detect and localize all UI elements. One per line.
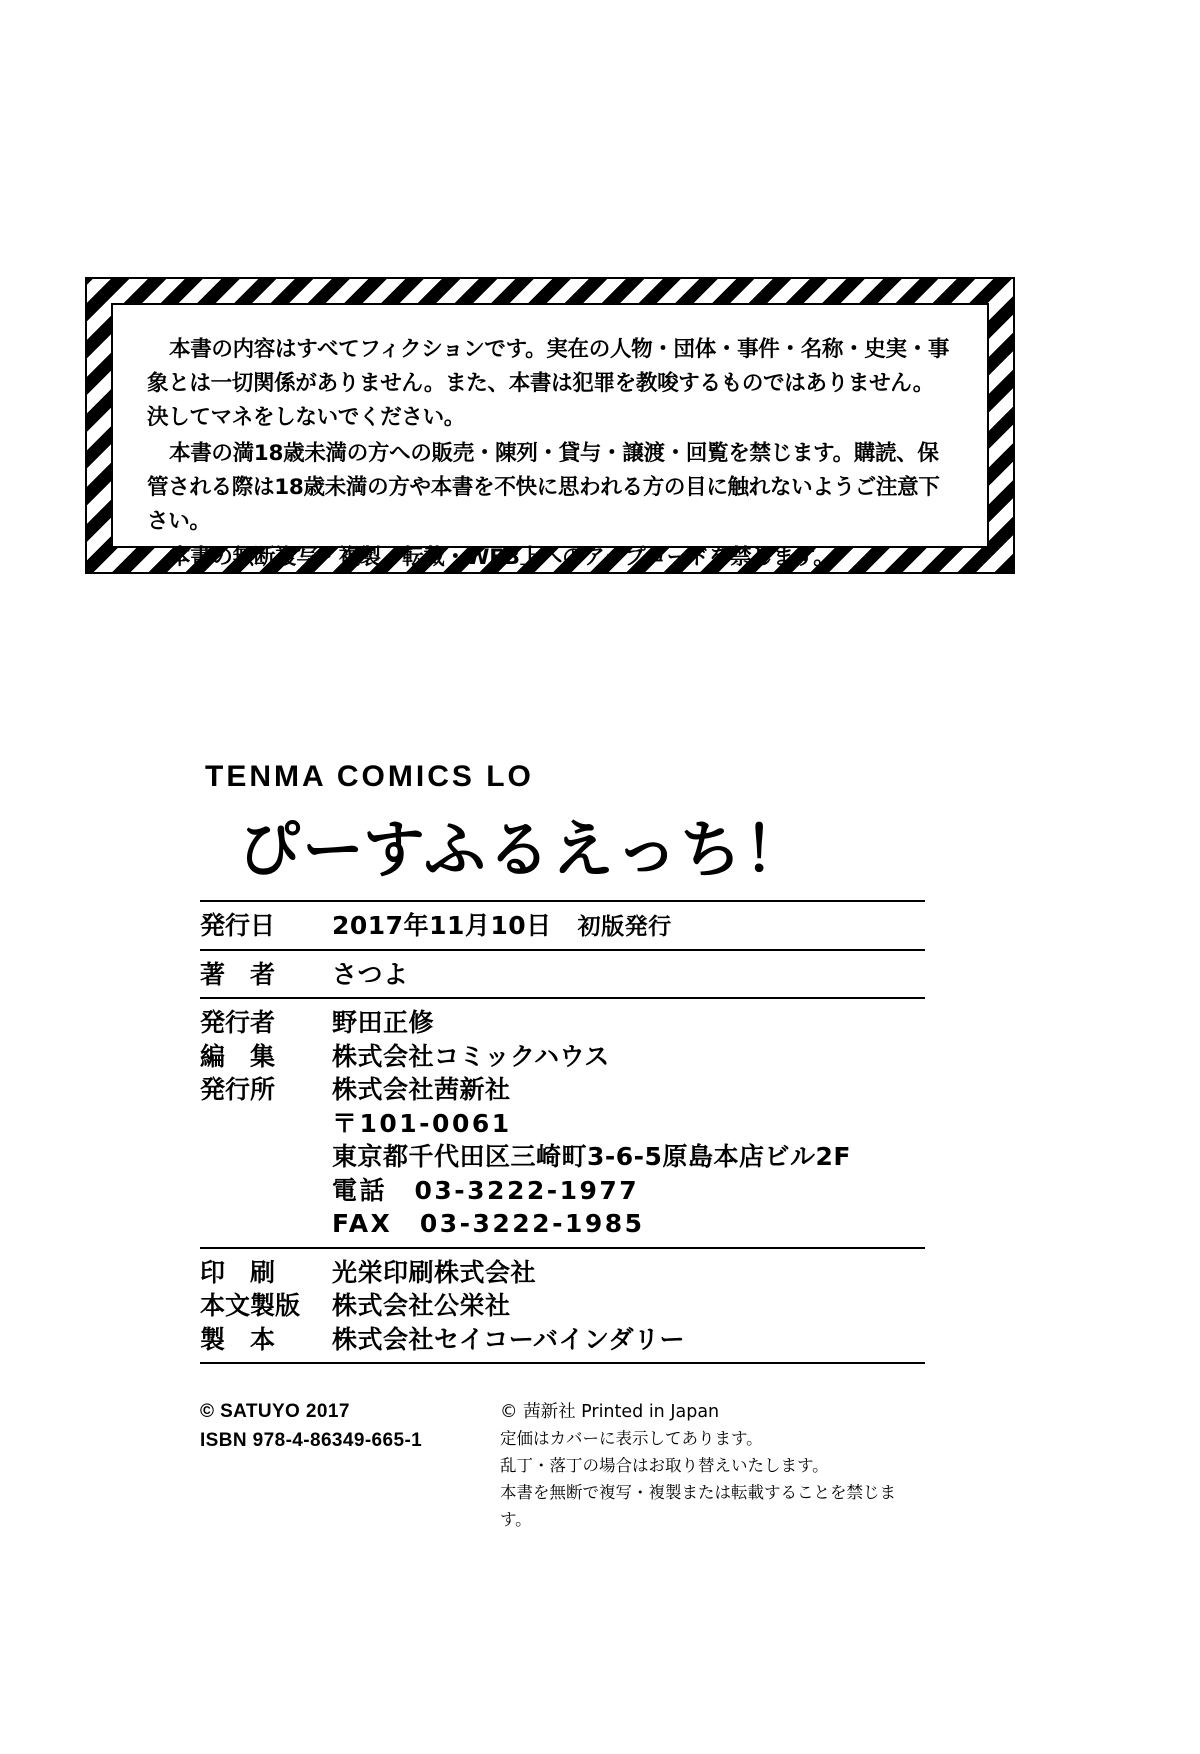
colophon-section-publisher (200, 999, 925, 1247)
colophon-row (200, 1323, 925, 1357)
colophon-value-phone: 電話 03-3222-1977 (332, 1175, 640, 1205)
footer-note-defect: 乱丁・落丁の場合はお取り替えいたします。 (500, 1456, 829, 1476)
colophon-value: 2017年11月10日 (332, 911, 552, 940)
colophon-row (200, 1040, 925, 1074)
colophon-label: 著 者 (200, 959, 276, 989)
notice-inner-panel (111, 303, 989, 570)
notice-paragraph-copyright: 本書の無断複写・複製・転載・WEB上へのアップロードを禁じます。 (169, 544, 835, 570)
colophon-section-publication (200, 902, 925, 949)
colophon-value: 株式会社セイコーバインダリー (332, 1324, 686, 1354)
colophon-label: 発行者 (200, 1008, 276, 1038)
colophon-value-address: 東京都千代田区三崎町3-6-5原島本店ビル2F (332, 1142, 851, 1172)
colophon-label: 発行所 (200, 1075, 276, 1105)
notice-paragraph-fiction: 本書の内容はすべてフィクションです。実在の人物・団体・事件・名称・史実・事象とは一切関係がありません。また、本書は犯罪を教唆するものではありません。決してマネをしないでください。 (147, 337, 950, 430)
colophon-row (200, 1174, 925, 1208)
series-label: TENMA COMICS LO (205, 760, 534, 793)
colophon-label: 本文製版 (200, 1291, 301, 1321)
publisher-copyright-line: © 茜新社 Printed in Japan (500, 1402, 720, 1422)
colophon-value: 野田正修 (332, 1008, 435, 1038)
colophon-value: 株式会社公栄社 (332, 1291, 511, 1321)
footer-right-block (500, 1398, 925, 1533)
isbn-line: ISBN 978-4-86349-665-1 (200, 1429, 423, 1451)
colophon-row (200, 1107, 925, 1141)
colophon-label: 発行日 (200, 911, 276, 940)
colophon-label: 製 本 (200, 1324, 276, 1354)
colophon-footer (200, 1398, 925, 1533)
copyright-line: © SATUYO 2017 (200, 1401, 350, 1422)
footer-left-block (200, 1398, 500, 1533)
colophon-row (200, 1289, 925, 1323)
colophon-row (200, 1073, 925, 1107)
footer-note-price: 定価はカバーに表示してあります。 (500, 1429, 763, 1449)
colophon-value: さつよ (332, 959, 409, 989)
colophon-row (200, 909, 925, 943)
colophon-value-fax: FAX 03-3222-1985 (332, 1209, 645, 1239)
content-notice-box (85, 277, 1015, 574)
colophon-row (200, 958, 925, 992)
colophon-value-sub: 初版発行 (577, 914, 672, 940)
divider-bottom (200, 1362, 925, 1364)
colophon-value: 光栄印刷株式会社 (332, 1257, 537, 1287)
page-title: ぴーすふるえっち！ (238, 813, 808, 886)
colophon-section-production (200, 1249, 925, 1363)
colophon-label: 印 刷 (200, 1257, 276, 1287)
colophon-row (200, 1256, 925, 1290)
colophon-section-author (200, 951, 925, 998)
footer-note-reproduction: 本書を無断で複写・複製または転載することを禁じます。 (500, 1482, 896, 1529)
colophon-table (200, 900, 925, 1364)
colophon-row (200, 1006, 925, 1040)
colophon-value-postal: 〒101-0061 (332, 1108, 512, 1138)
colophon-row (200, 1140, 925, 1174)
colophon-row (200, 1207, 925, 1241)
colophon-label: 編 集 (200, 1041, 276, 1071)
notice-paragraph-age-restriction: 本書の満18歳未満の方への販売・陳列・貸与・譲渡・回覧を禁じます。購読、保管される際は18歳未満の方や本書を不快に思われる方の目に触れないようご注意下さい。 (147, 440, 940, 534)
colophon-value: 株式会社茜新社 (332, 1075, 511, 1105)
colophon-value: 株式会社コミックハウス (332, 1041, 610, 1071)
